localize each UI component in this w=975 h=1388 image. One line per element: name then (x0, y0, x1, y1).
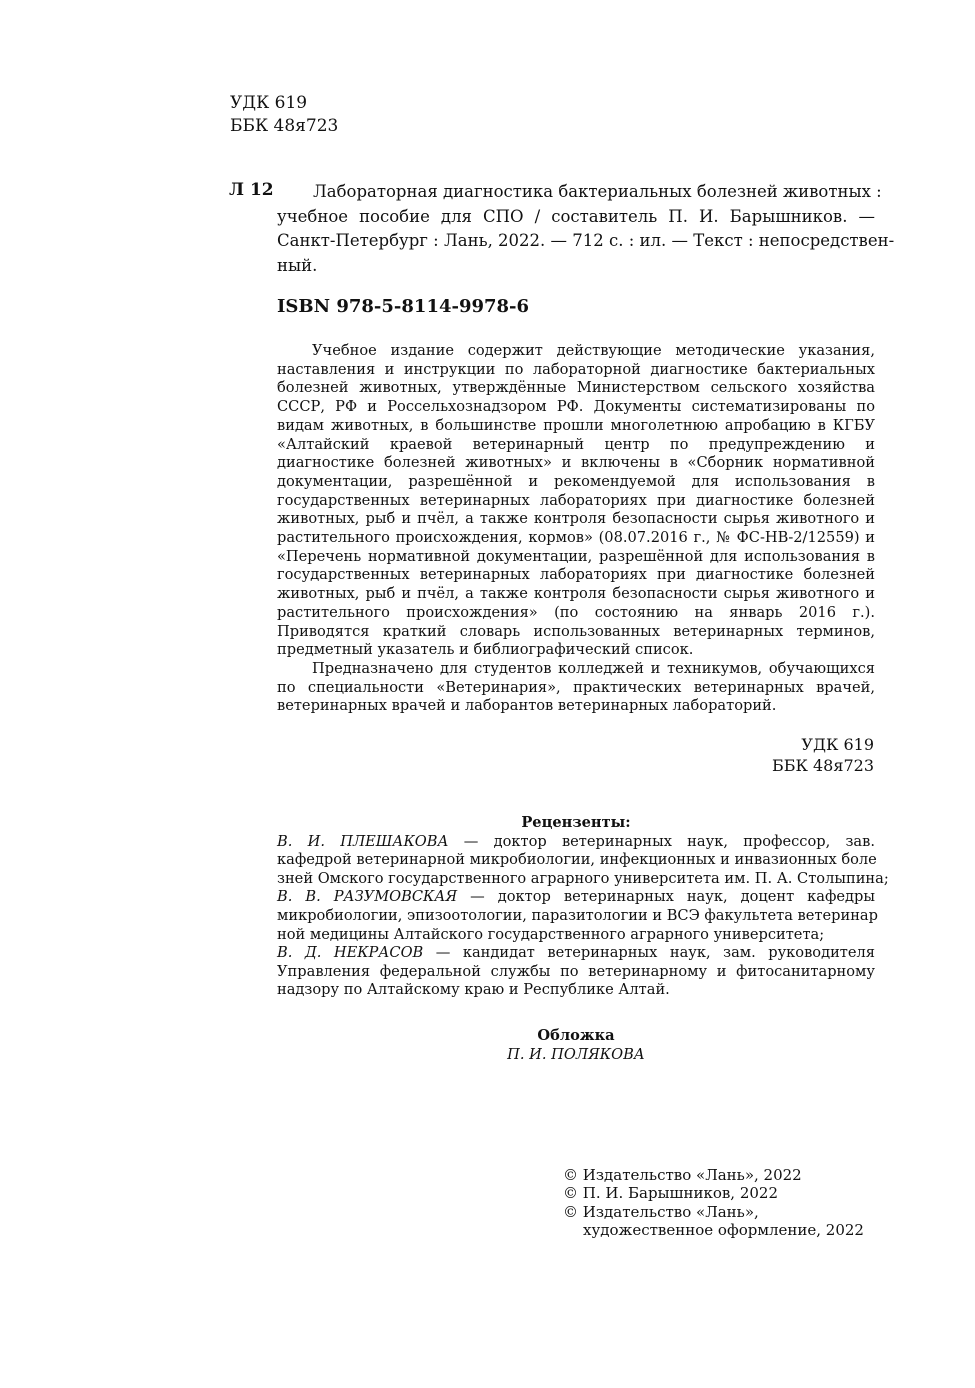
reviewer-line: ной медицины Алтайского государственного аграрного университета; (277, 925, 825, 943)
copyright-line: © Издательство «Лань», 2022 (563, 1166, 802, 1184)
biblio-line: учебное пособие для СПО / составитель П. И. Барышников. — (277, 206, 875, 226)
reviewer-line: Управления федеральной службы по ветеринарному и фитосанитарному (277, 962, 875, 980)
bbk-code: ББК 48я723 (230, 116, 339, 136)
reviewer-name: В. Д. НЕКРАСОВ (277, 944, 424, 962)
reviewer-name: В. В. РАЗУМОВСКАЯ (277, 888, 458, 906)
reviewer-line: зней Омского государственного аграрного университета им. П. А. Столыпина; (277, 869, 889, 887)
copyright-line: © Издательство «Лань», (563, 1202, 759, 1221)
reviewer-line: микробиологии, эпизоотологии, паразитологии и ВСЭ факультета ветеринар (277, 906, 878, 924)
cover-heading: Обложка (537, 1027, 615, 1044)
cover-designer: П. И. ПОЛЯКОВА (507, 1045, 645, 1063)
author-mark: Л 12 (229, 180, 274, 200)
reviewer-name: В. И. ПЛЕШАКОВА (277, 832, 449, 850)
bibliographic-description (277, 180, 895, 278)
reviewers-block (277, 814, 889, 1000)
udk-code: УДК 619 (801, 735, 874, 754)
reviewer-entry (277, 888, 875, 907)
copyright-line: © П. И. Барышников, 2022 (563, 1184, 779, 1203)
annotation-paragraph: Предназначено для студентов колледжей и техникумов, обучающихся по специальности «Ветеринария», практических ветеринарных врачей, ветеринарных врачей и лаборантов ветеринарных лабораторий. (277, 659, 875, 715)
classification-codes-top (230, 92, 338, 138)
bbk-code: ББК 48я723 (772, 756, 874, 775)
reviewers-heading: Рецензенты: (521, 814, 631, 831)
reviewer-entry (277, 944, 875, 963)
biblio-line: ный. (277, 255, 318, 275)
annotation-paragraph: Учебное издание содержит действующие методические указания, наставления и инструкции по лабораторной диагностике бактериальных болезней животных, утверждённые Министерством сельского хозяйства СССР, РФ и Россельхознадзором РФ. Документы систематизированы по видам животных, в большинстве прошли многолетнюю апробацию в КГБУ «Алтайский краевой ветеринарный центр по предупреждению и диагностике болезней животных» и включены в «Сборник нормативной документации, разрешённой и рекомендуемой для использования в государственных ветеринарных лабораториях при диагностике болезней животных, рыб и пчёл, а также контроля безопасности сырья животного и растительного происхождения, кормов» (08.07.2016 г., № ФС-НВ-2/12559) и «Перечень нормативной документации, разрешённой для использования в государственных ветеринарных лабораториях при диагностике болезней животных, рыб и пчёл, а также контроля безопасности сырья животного и растительного происхождения» (по состоянию на январь 2016 г.). Приводятся краткий словарь использованных ветеринарных терминов, предметный указатель и библиографический список. (277, 342, 875, 659)
reviewer-line: надзору по Алтайскому краю и Республике Алтай. (277, 981, 670, 999)
reviewer-text: — кандидат ветеринарных наук, зам. руководителя (423, 944, 875, 962)
isbn: ISBN 978-5-8114-9978-6 (277, 296, 530, 317)
biblio-line: Санкт-Петербург : Лань, 2022. — 712 с. : ил. — Текст : непосредствен- (277, 231, 895, 251)
cover-credit (277, 1027, 875, 1064)
copyright-block (563, 1166, 864, 1239)
udk-code: УДК 619 (230, 93, 308, 113)
reviewer-text: — доктор ветеринарных наук, доцент кафедры (457, 888, 876, 906)
annotation (277, 342, 875, 716)
biblio-line: Лабораторная диагностика бактериальных болезней животных : (313, 182, 882, 201)
reviewer-text: — доктор ветеринарных наук, профессор, зав. (448, 832, 875, 850)
reviewer-entry (277, 833, 875, 852)
copyright-line: художественное оформление, 2022 (583, 1220, 864, 1239)
classification-codes-bottom (700, 734, 874, 776)
reviewer-line: кафедрой ветеринарной микробиологии, инфекционных и инвазионных боле (277, 851, 877, 869)
